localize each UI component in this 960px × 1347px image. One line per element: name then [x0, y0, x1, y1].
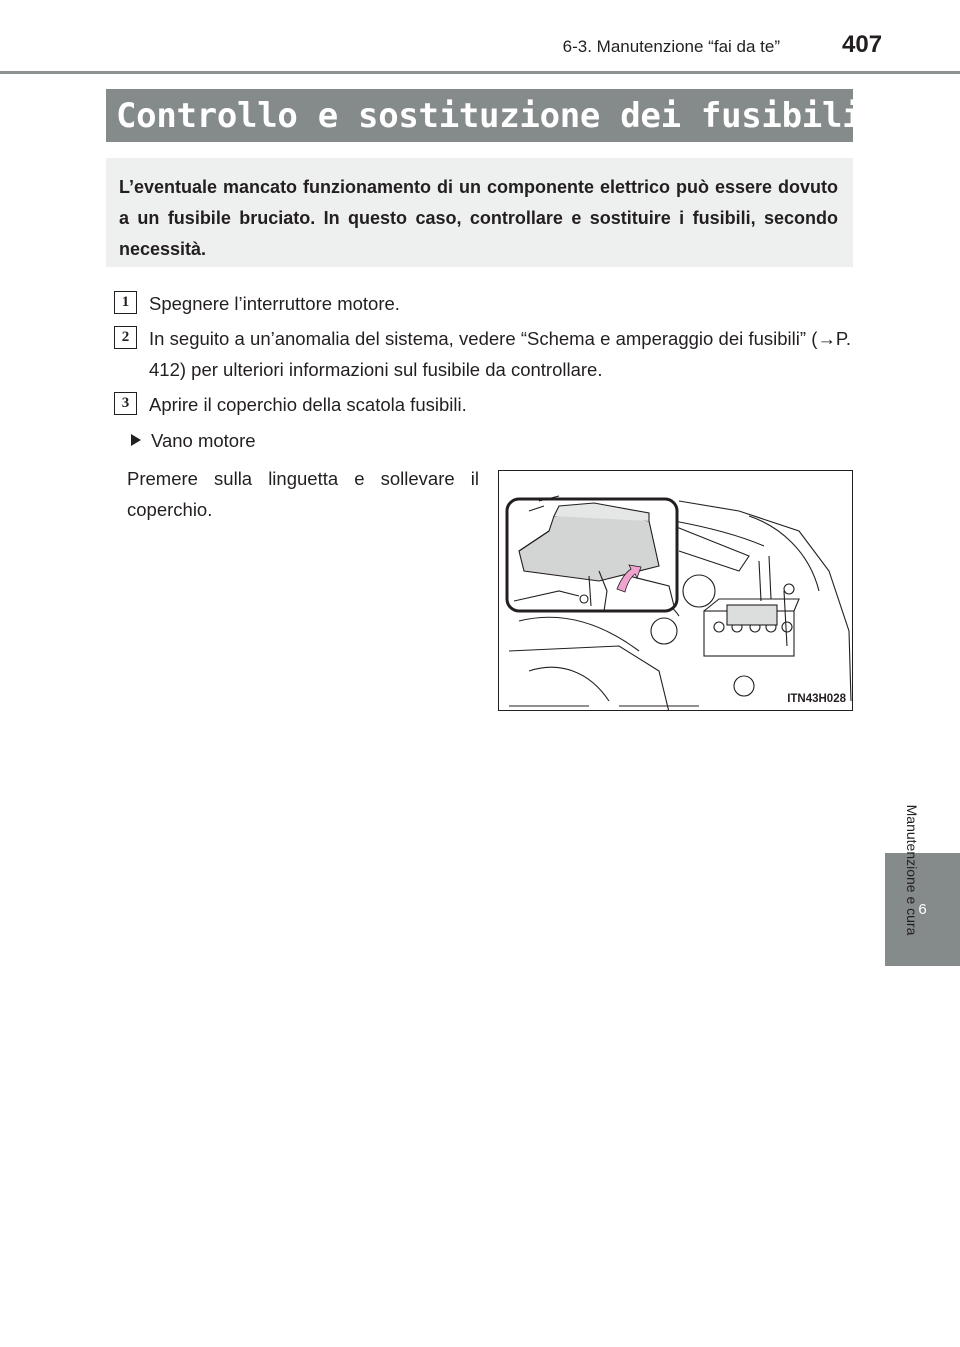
chapter-label: Manutenzione e cura: [904, 804, 920, 936]
instruction-text: Premere sulla linguetta e sollevare il coperchio.: [127, 468, 479, 520]
header-divider: [0, 71, 960, 74]
page-title-bar: [106, 89, 863, 142]
step-number: 3: [114, 392, 137, 415]
step-3: [114, 389, 851, 420]
intro-box: [106, 158, 853, 267]
bullet-text: Vano motore: [151, 430, 256, 451]
section-header: 6-3. Manutenzione “fai da te”: [562, 37, 780, 56]
step-number: 1: [114, 291, 137, 314]
bullet-item: [131, 427, 256, 454]
chapter-tab: [885, 853, 960, 966]
intro-text: L’eventuale mancato funzionamento di un componente elettrico può essere dovuto a un fusibile bruciato. In questo caso, controllare e sostituire i fusibili, secondo necessità.: [119, 177, 838, 259]
engine-bay-illustration: [498, 470, 853, 711]
figure-code: ITN43H028: [787, 693, 846, 705]
page-title: Controllo e sostituzione dei fusibili: [116, 95, 863, 136]
step-text: In seguito a un’anomalia del sistema, vedere “Schema e amperaggio dei fusibili” (→P. 412) per ulteriori informazioni sul fusibile da controllare.: [149, 328, 851, 380]
fuse-box-drawing: [499, 471, 853, 711]
step-1: [114, 288, 851, 319]
chapter-number: 6: [918, 901, 927, 918]
triangle-bullet-icon: [131, 434, 141, 446]
step-2: [114, 323, 851, 385]
step-number: 2: [114, 326, 137, 349]
step-text: Aprire il coperchio della scatola fusibili.: [149, 394, 467, 415]
step-text: Spegnere l’interruttore motore.: [149, 293, 400, 314]
page-number: 407: [842, 31, 883, 58]
